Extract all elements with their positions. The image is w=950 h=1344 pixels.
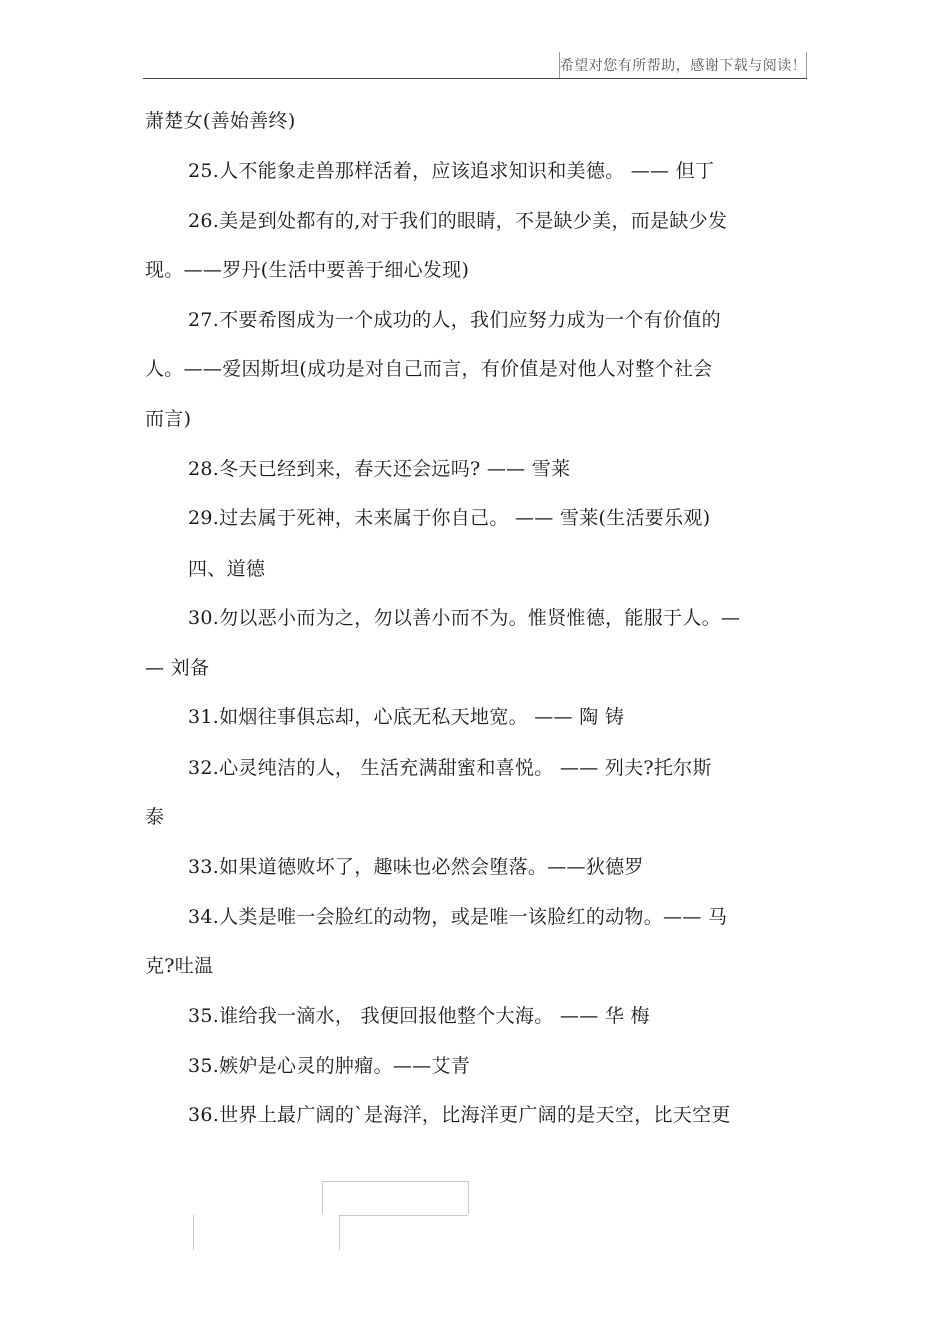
text-line: — 刘备	[145, 657, 210, 679]
text-line: 泰	[145, 806, 165, 828]
text-line: 35.谁给我一滴水， 我便回报他整个大海。 —— 华 梅	[188, 1005, 650, 1027]
text-line: 29.过去属于死神，未来属于你自己。 —— 雪莱(生活要乐观)	[188, 507, 711, 529]
text-line: 33.如果道德败坏了，趣味也必然会堕落。——狄德罗	[188, 856, 644, 878]
crop-mark	[339, 1215, 468, 1216]
text-line: 而言)	[145, 408, 192, 430]
text-line: 25.人不能象走兽那样活着，应该追求知识和美德。 —— 但丁	[188, 160, 715, 182]
text-line: 31.如烟往事俱忘却，心底无私天地宽。 —— 陶 铸	[188, 706, 625, 728]
crop-mark	[193, 1215, 194, 1250]
crop-mark	[322, 1181, 323, 1214]
text-line: 26.美是到处都有的,对于我们的眼睛，不是缺少美，而是缺少发	[188, 210, 728, 232]
text-line: 克?吐温	[145, 955, 214, 977]
crop-mark	[339, 1215, 340, 1250]
text-line: 萧楚女(善始善终)	[145, 110, 296, 132]
text-line: 32.心灵纯洁的人， 生活充满甜蜜和喜悦。 —— 列夫?托尔斯	[188, 757, 712, 779]
text-line: 28.冬天已经到来，春天还会远吗? —— 雪莱	[188, 458, 571, 480]
crop-mark	[468, 1181, 469, 1214]
text-line: 人。——爱因斯坦(成功是对自己而言，有价值是对他人对整个社会	[145, 358, 713, 380]
text-line: 27.不要希图成为一个成功的人，我们应努力成为一个有价值的	[188, 309, 721, 331]
text-line: 35.嫉妒是心灵的肿瘤。——艾青	[188, 1055, 471, 1077]
text-line: 34.人类是唯一会脸红的动物，或是唯一该脸红的动物。—— 马	[188, 906, 728, 928]
text-line: 36.世界上最广阔的`是海洋，比海洋更广阔的是天空，比天空更	[188, 1104, 731, 1126]
section-heading: 四、道德	[188, 558, 266, 580]
text-line: 现。——罗丹(生活中要善于细心发现)	[145, 259, 470, 281]
crop-mark	[322, 1181, 468, 1182]
text-line: 30.勿以恶小而为之，勿以善小而不为。惟贤惟德，能服于人。—	[188, 607, 741, 629]
header-note: 希望对您有所帮助，感谢下载与阅读！	[559, 58, 807, 74]
